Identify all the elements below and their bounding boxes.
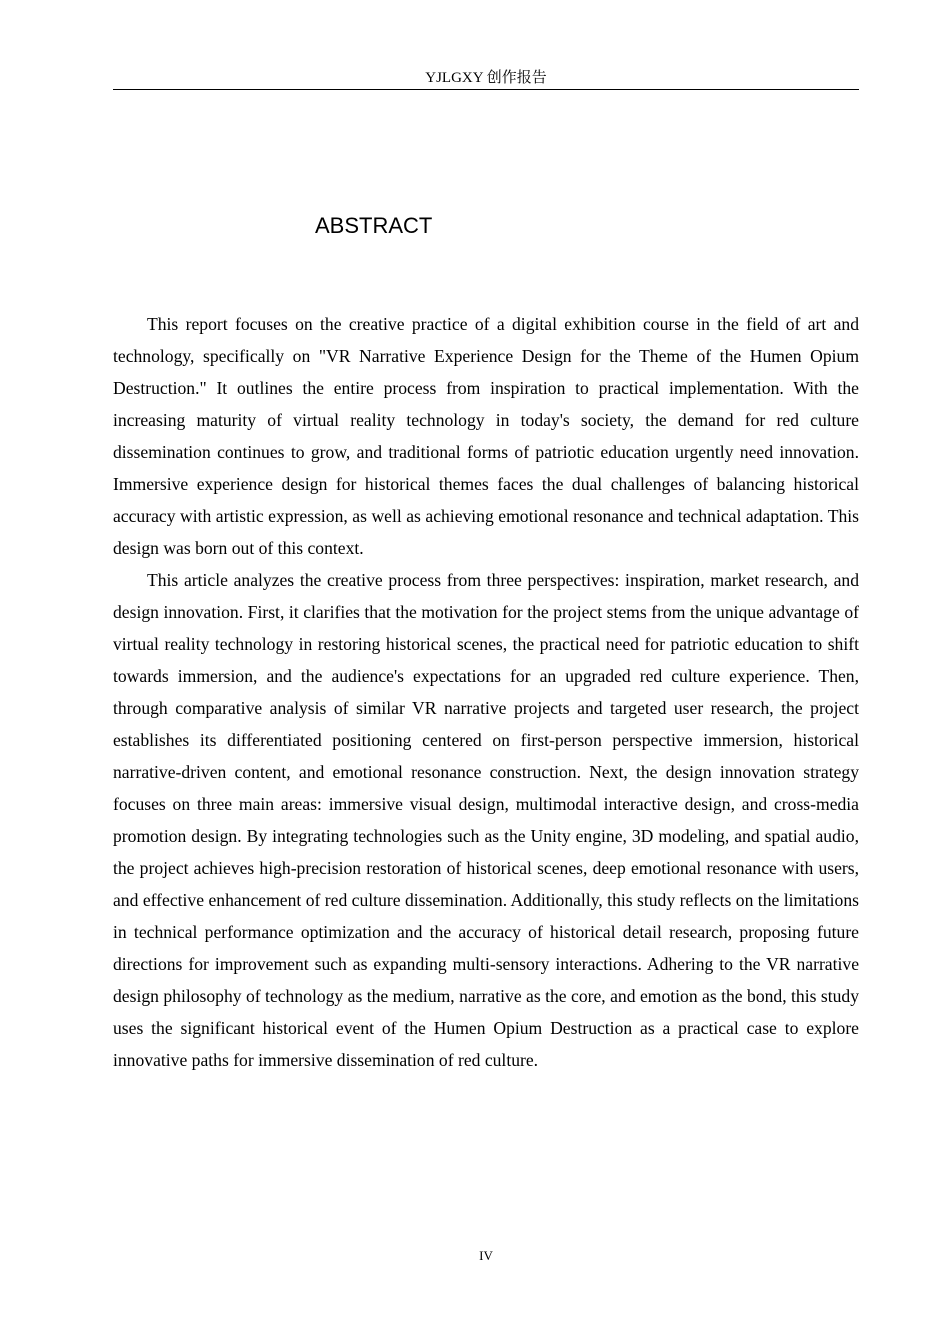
abstract-paragraph-2: This article analyzes the creative process from three perspectives: inspiration, market research, and design innovation. First, it clarifies that the motivation for the project stems from the unique advantage of virtual reality technology in restoring historical scenes, the practical need for patriotic education to shift towards immersion, and the audience's expectations for an upgraded red culture experience. Then, through comparative analysis of similar VR narrative projects and targeted user research, the project establishes its differentiated positioning centered on first-person perspective immersion, historical narrative-driven content, and emotional resonance construction. Next, the design innovation strategy focuses on three main areas: immersive visual design, multimodal interactive design, and cross-media promotion design. By integrating technologies such as the Unity engine, 3D modeling, and spatial audio, the project achieves high-precision restoration of historical scenes, deep emotional resonance with users, and effective enhancement of red culture dissemination. Additionally, this study reflects on the limitations in technical performance optimization and the accuracy of historical detail research, proposing future directions for improvement such as expanding multi-sensory interactions. Adhering to the VR narrative design philosophy of technology as the medium, narrative as the core, and emotion as the bond, this study uses the significant historical event of the Humen Opium Destruction as a practical case to explore innovative paths for immersive dissemination of red culture. [113,570,859,1070]
abstract-title: ABSTRACT [315,213,433,238]
abstract-paragraph-1: This report focuses on the creative practice of a digital exhibition course in the field of art and technology, specifically on "VR Narrative Experience Design for the Theme of the Humen Opium Destruction." It outlines the entire process from inspiration to practical implementation. With the increasing maturity of virtual reality technology in today's society, the demand for red culture dissemination continues to grow, and traditional forms of patriotic education urgently need innovation. Immersive experience design for historical themes faces the dual challenges of balancing historical accuracy with artistic expression, as well as achieving emotional resonance and technical adaptation. This design was born out of this context. [113,314,859,558]
page-number: IV [479,1248,493,1263]
page-header [113,68,859,90]
header-text: YJLGXY 创作报告 [425,70,547,86]
abstract-body [113,308,859,1076]
